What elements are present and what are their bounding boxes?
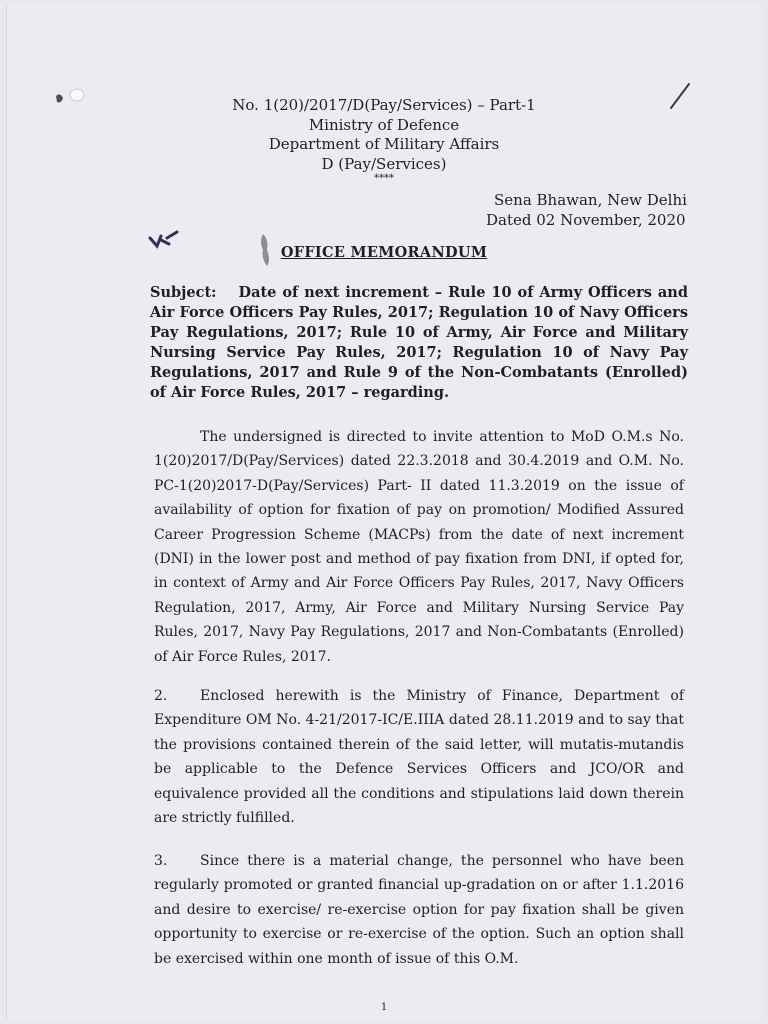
subject-block [150, 283, 688, 403]
paragraph-1 [154, 425, 684, 669]
file-number: No. 1(20)/2017/D(Pay/Services) – Part-1 [232, 96, 536, 114]
ministry-name: Ministry of Defence [308, 116, 460, 134]
subject-text: Date of next increment – Rule 10 of Army Officers and Air Force Officers Pay Rules, 2017; Regulation 10 of Navy Officers Pay Regulations, 2017; Rule 10 of Army, Air Force and Military Nursing Service Pay Rules, 2017; Regulation 10 of Navy Pay Regulations, 2017 and Rule 9 of the Non-Combatants (Enrolled) of Air Force Rules, 2017 – regarding. [150, 284, 688, 401]
division-name: D (Pay/Services) [321, 155, 447, 173]
subject-label: Subject: [150, 284, 217, 301]
department-name: Department of Military Affairs [268, 135, 500, 153]
paragraph-number: 2. [154, 688, 168, 704]
paragraph-text: Since there is a material change, the personnel who have been regularly promoted or granted financial up-gradation on or after 1.1.2016 and desire to exercise/ re-exercise option for pay fixation shall be given opportunity to exercise or re-exercise of the option. Such an option shall be exercised within one month of issue of this O.M. [154, 853, 684, 967]
paragraph-text: Enclosed herewith is the Ministry of Finance, Department of Expenditure OM No. 4-21/2017-IC/E.IIIA dated 28.11.2019 and to say that the provisions contained therein of the said letter, will mutatis-mutandis be applicable to the Defence Services Officers and JCO/OR and equivalence provided all the conditions and stipulations laid down therein are strictly fulfilled. [154, 688, 684, 827]
issue-place: Sena Bhawan, New Delhi [494, 191, 687, 209]
paragraph-number: 3. [154, 853, 168, 869]
memo-title: OFFICE MEMORANDUM [280, 244, 488, 261]
paragraph-3 [154, 849, 684, 971]
page-number: 1 [380, 1002, 388, 1013]
issue-date: Dated 02 November, 2020 [486, 211, 686, 229]
paragraph-text: The undersigned is directed to invite attention to MoD O.M.s No. 1(20)2017/D(Pay/Services) dated 22.3.2018 and 30.4.2019 and O.M. No. PC-1(20)2017-D(Pay/Services) Part- II dated 11.3.2019 on the issue of availability of option for fixation of pay on promotion/ Modified Assured Career Progression Scheme (MACPs) from the date of next increment (DNI) in the lower post and method of pay fixation from DNI, if opted for, in context of Army and Air Force Officers Pay Rules, 2017, Navy Officers Regulation, 2017, Army, Air Force and Military Nursing Service Pay Rules, 2017, Navy Pay Regulations, 2017 and Non-Combatants (Enrolled) of Air Force Rules, 2017. [154, 429, 684, 665]
separator-stars: **** [374, 173, 394, 184]
paragraph-2 [154, 684, 684, 830]
